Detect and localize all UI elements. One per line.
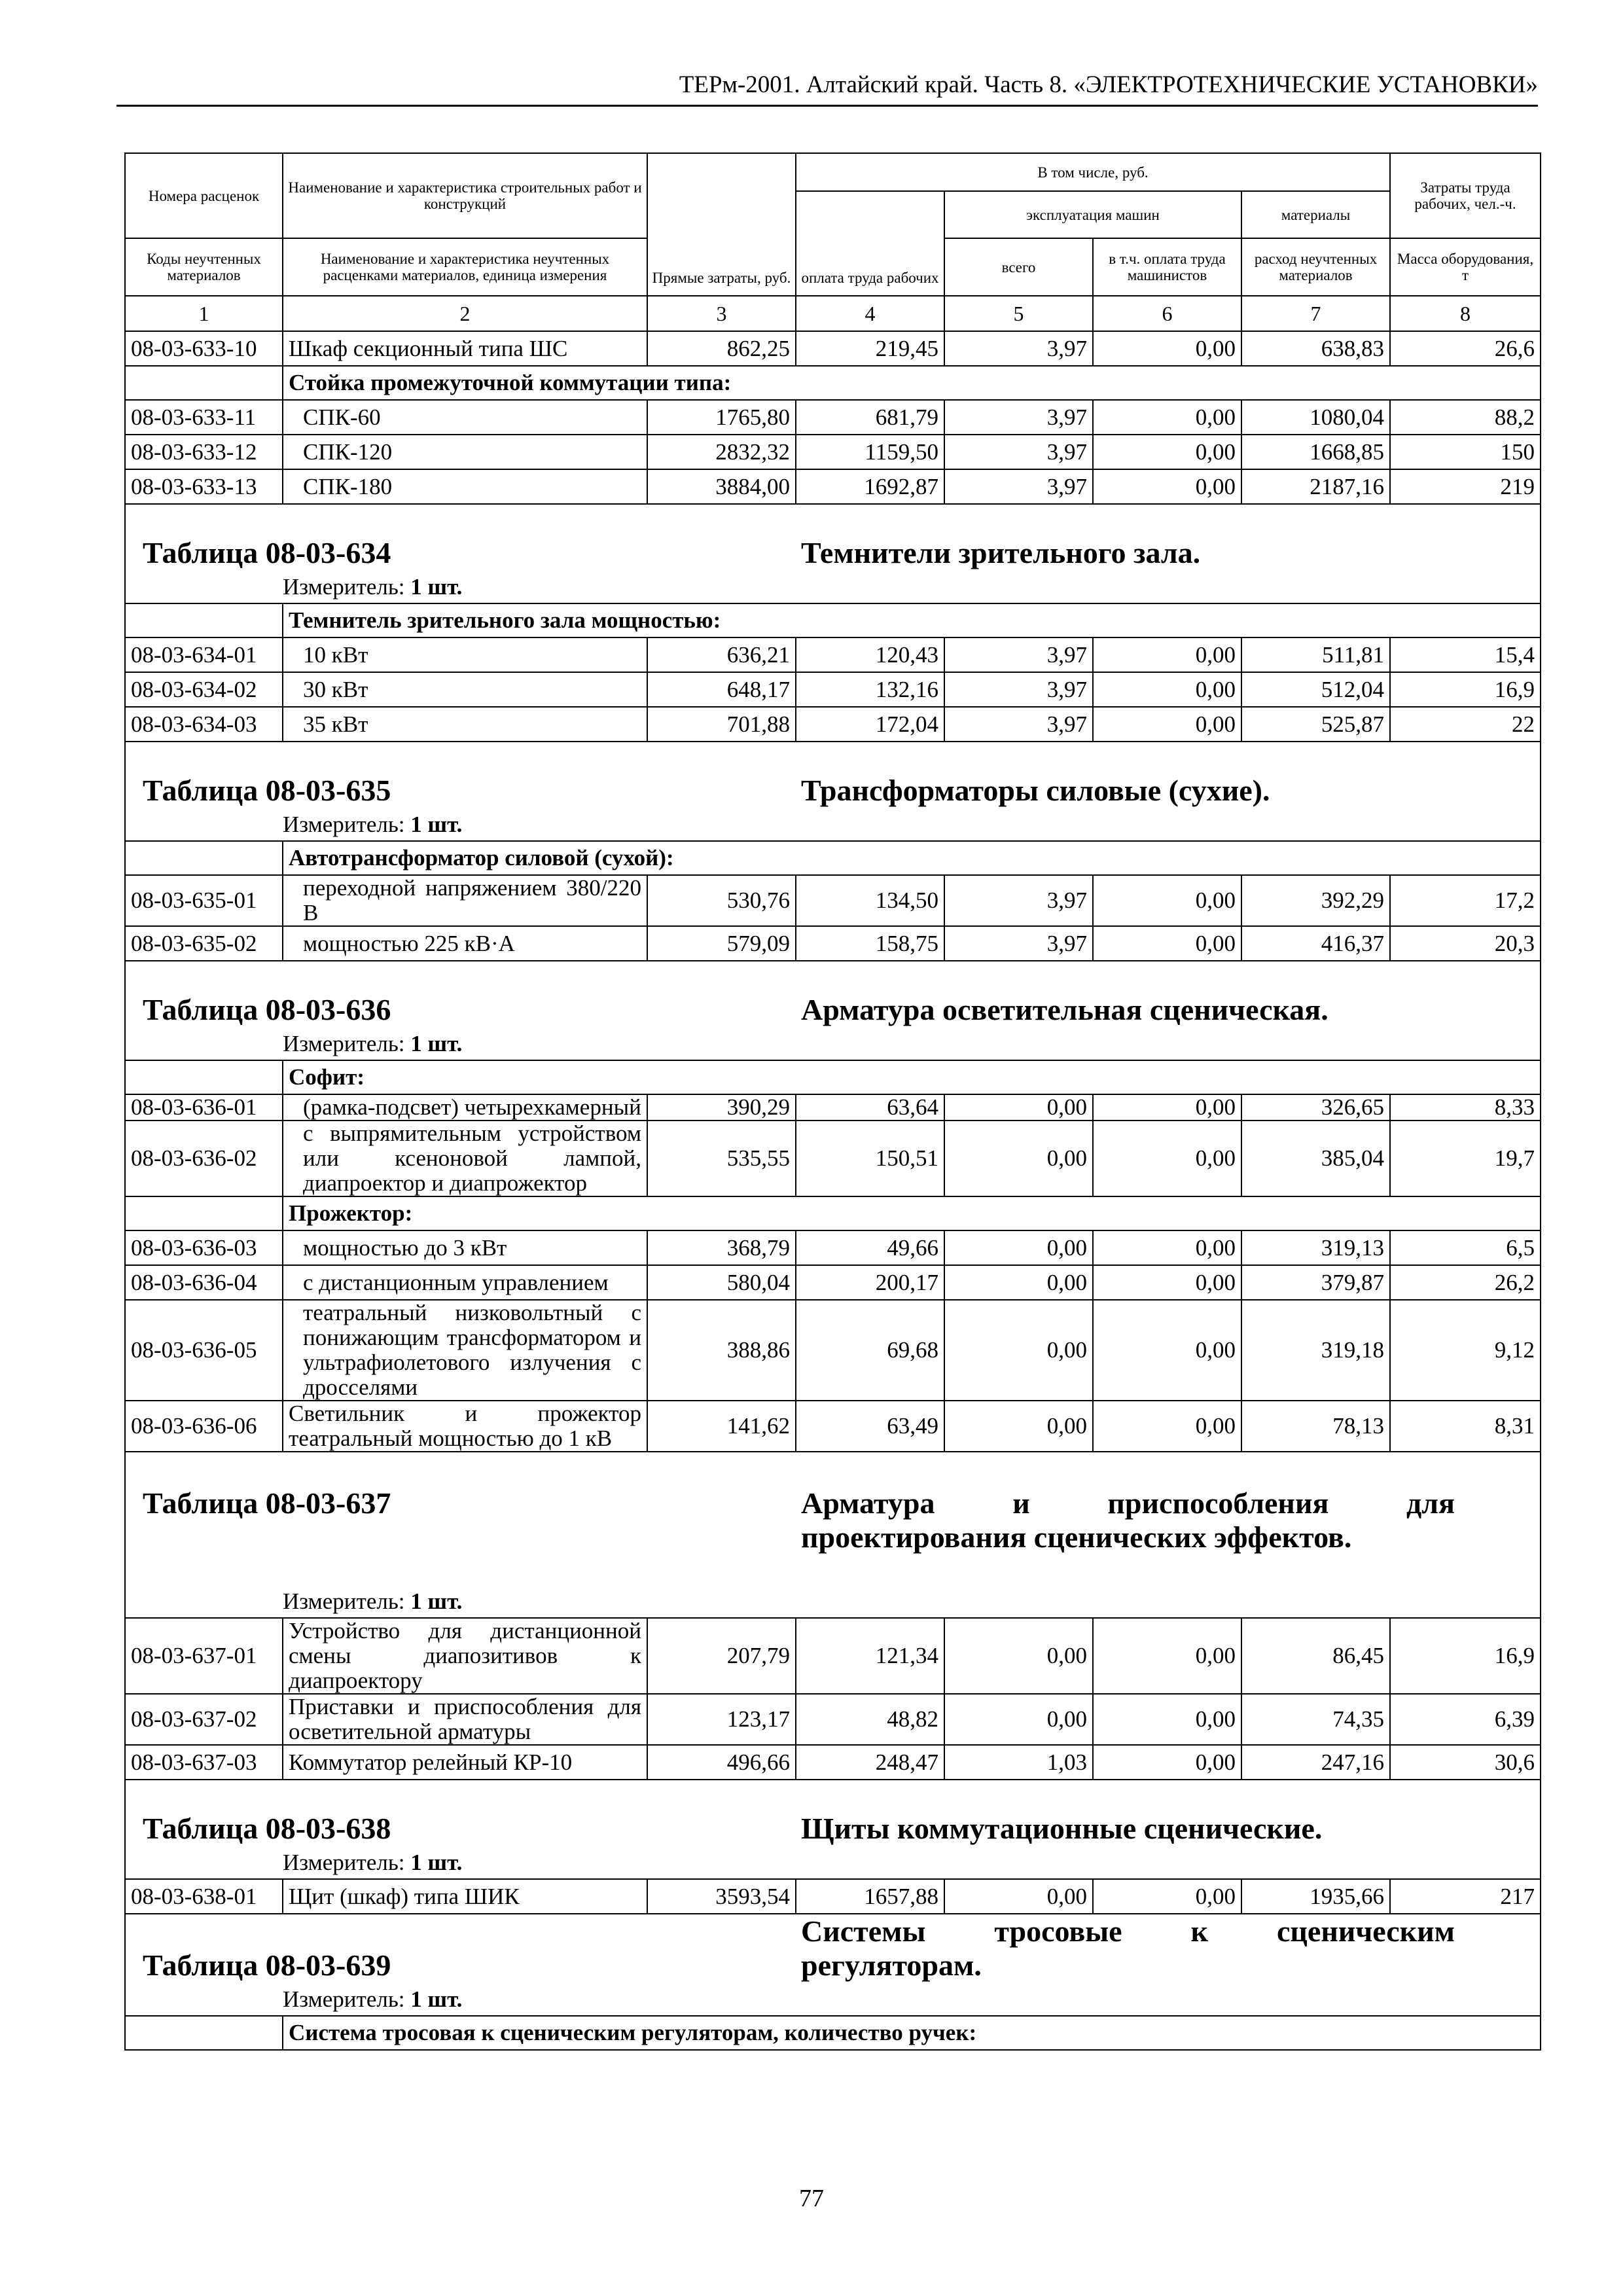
rate-code: 08-03-634-01: [125, 637, 283, 672]
rate-name: Коммутатор релейный КР-10: [283, 1745, 647, 1780]
measure-spacer: [125, 809, 283, 841]
table-row: [125, 1694, 1541, 1745]
table-number: Таблица 08-03-636: [125, 961, 796, 1028]
machinists-wages: 0,00: [1093, 1745, 1241, 1780]
rate-code: 08-03-634-02: [125, 672, 283, 707]
materials-cost: 319,13: [1241, 1230, 1390, 1265]
measure-label: Измеритель:: [283, 1850, 405, 1875]
direct-cost: 636,21: [647, 637, 796, 672]
direct-cost: 496,66: [647, 1745, 796, 1780]
labor-hours: 20,3: [1390, 926, 1541, 961]
machines-total: 0,00: [944, 1694, 1093, 1745]
materials-cost: 385,04: [1241, 1121, 1390, 1196]
machinists-wages: 0,00: [1093, 331, 1241, 366]
rate-code: 08-03-635-01: [125, 875, 283, 926]
labor-hours: 26,6: [1390, 331, 1541, 366]
measure-value: 1 шт.: [410, 574, 463, 600]
rate-code: 08-03-636-05: [125, 1300, 283, 1401]
direct-cost: 207,79: [647, 1618, 796, 1694]
rates-table: [124, 152, 1541, 2051]
machinists-wages: 0,00: [1093, 707, 1241, 742]
col-header-direct-costs: Прямые затраты, руб.: [647, 153, 796, 296]
running-header: ТЕРм-2001. Алтайский край. Часть 8. «ЭЛЕКТРОТЕХНИЧЕСКИЕ УСТАНОВКИ»: [116, 71, 1538, 107]
table-row: [125, 707, 1541, 742]
rate-code: 08-03-636-01: [125, 1094, 283, 1121]
measure-unit: [283, 1847, 1541, 1879]
col-header-names: [283, 153, 647, 238]
materials-cost: 379,87: [1241, 1265, 1390, 1300]
col-header-material-names: Наименование и характеристика неучтенных расценками материалов, единица измерения: [283, 238, 647, 296]
labor-wages: 63,49: [796, 1401, 944, 1452]
table-row: [125, 1230, 1541, 1265]
section-spacer: [125, 2016, 283, 2050]
col-num: 1: [125, 296, 283, 331]
direct-cost: 2832,32: [647, 435, 796, 469]
labor-wages: 158,75: [796, 926, 944, 961]
col-header-including: В том числе, руб.: [796, 153, 1390, 191]
measure-value: 1 шт.: [410, 1850, 463, 1875]
labor-hours: 219: [1390, 469, 1541, 504]
machines-total: 3,97: [944, 926, 1093, 961]
section-row: [125, 603, 1541, 637]
col-header-codes: [125, 153, 283, 238]
col-header-material-codes: Коды неучтенных материалов: [125, 238, 283, 296]
machines-total: 0,00: [944, 1230, 1093, 1265]
rate-code: 08-03-637-03: [125, 1745, 283, 1780]
table-row: [125, 331, 1541, 366]
machines-total: 0,00: [944, 1401, 1093, 1452]
labor-wages: 681,79: [796, 400, 944, 435]
section-title: Стойка промежуточной коммутации типа:: [283, 366, 1541, 400]
materials-cost: 511,81: [1241, 637, 1390, 672]
labor-hours: 22: [1390, 707, 1541, 742]
direct-cost: 388,86: [647, 1300, 796, 1401]
measure-row: [125, 809, 1541, 841]
table-row: [125, 1300, 1541, 1401]
column-numbers-row: [125, 296, 1541, 331]
materials-cost: 2187,16: [1241, 469, 1390, 504]
table-row: [125, 400, 1541, 435]
rate-name: переходной напряжением 380/220 В: [283, 875, 647, 926]
measure-unit: [283, 1028, 1541, 1060]
direct-cost: 1765,80: [647, 400, 796, 435]
section-spacer: [125, 603, 283, 637]
col-num: 6: [1093, 296, 1241, 331]
machines-total: 3,97: [944, 672, 1093, 707]
rate-name: 30 кВт: [283, 672, 647, 707]
measure-row: [125, 1586, 1541, 1618]
col-header-labor: [1390, 153, 1541, 238]
materials-cost: 74,35: [1241, 1694, 1390, 1745]
measure-value: 1 шт.: [410, 1986, 463, 2012]
measure-label: Измеритель:: [283, 1031, 405, 1056]
materials-cost: 1935,66: [1241, 1879, 1390, 1914]
rate-code: 08-03-637-02: [125, 1694, 283, 1745]
direct-cost: 390,29: [647, 1094, 796, 1121]
rate-code: 08-03-638-01: [125, 1879, 283, 1914]
section-spacer: [125, 1060, 283, 1094]
direct-cost: 862,25: [647, 331, 796, 366]
labor-wages: 121,34: [796, 1618, 944, 1694]
materials-cost: 416,37: [1241, 926, 1390, 961]
materials-cost: 1668,85: [1241, 435, 1390, 469]
table-row: [125, 1094, 1541, 1121]
col-header-labor-costs: Затраты труда рабочих, чел.-ч.: [1414, 179, 1516, 212]
materials-cost: 319,18: [1241, 1300, 1390, 1401]
rate-name: мощностью до 3 кВт: [283, 1230, 647, 1265]
rate-code: 08-03-636-04: [125, 1265, 283, 1300]
labor-wages: 248,47: [796, 1745, 944, 1780]
table-title-row: [125, 1914, 1541, 1984]
machinists-wages: 0,00: [1093, 926, 1241, 961]
labor-hours: 17,2: [1390, 875, 1541, 926]
rate-code: 08-03-636-06: [125, 1401, 283, 1452]
labor-hours: 8,33: [1390, 1094, 1541, 1121]
table-number: Таблица 08-03-635: [125, 742, 796, 809]
rates-table-wrapper: [124, 152, 1540, 2051]
machinists-wages: 0,00: [1093, 1230, 1241, 1265]
machinists-wages: 0,00: [1093, 672, 1241, 707]
measure-spacer: [125, 1028, 283, 1060]
labor-wages: 1159,50: [796, 435, 944, 469]
table-row: [125, 672, 1541, 707]
table-title-row: [125, 1780, 1541, 1847]
labor-hours: 6,39: [1390, 1694, 1541, 1745]
table-row: [125, 1401, 1541, 1452]
table-row: [125, 637, 1541, 672]
labor-hours: 15,4: [1390, 637, 1541, 672]
machinists-wages: 0,00: [1093, 400, 1241, 435]
direct-cost: 535,55: [647, 1121, 796, 1196]
rate-name: с дистанционным управлением: [283, 1265, 647, 1300]
table-row: [125, 1265, 1541, 1300]
direct-cost: 368,79: [647, 1230, 796, 1265]
labor-hours: 150: [1390, 435, 1541, 469]
machines-total: 3,97: [944, 331, 1093, 366]
rate-code: 08-03-636-03: [125, 1230, 283, 1265]
rate-name: Шкаф секционный типа ШС: [283, 331, 647, 366]
direct-cost: 580,04: [647, 1265, 796, 1300]
materials-cost: 525,87: [1241, 707, 1390, 742]
rate-name: СПК-180: [283, 469, 647, 504]
labor-hours: 9,12: [1390, 1300, 1541, 1401]
rate-name: СПК-60: [283, 400, 647, 435]
machinists-wages: 0,00: [1093, 435, 1241, 469]
col-num: 4: [796, 296, 944, 331]
labor-wages: 172,04: [796, 707, 944, 742]
table-title: Темнители зрительного зала.: [796, 504, 1541, 571]
machines-total: 3,97: [944, 400, 1093, 435]
measure-row: [125, 1028, 1541, 1060]
labor-wages: 120,43: [796, 637, 944, 672]
measure-spacer: [125, 1847, 283, 1879]
machinists-wages: 0,00: [1093, 1694, 1241, 1745]
labor-hours: 16,9: [1390, 1618, 1541, 1694]
table-title-row: [125, 961, 1541, 1028]
table-number: Таблица 08-03-638: [125, 1780, 796, 1847]
rate-name: СПК-120: [283, 435, 647, 469]
labor-hours: 16,9: [1390, 672, 1541, 707]
rate-name: театральный низковольтный с понижающим трансформатором и ультрафиолетового излучения с дросселями: [283, 1300, 647, 1401]
table-title: Щиты коммутационные сценические.: [796, 1780, 1541, 1847]
machines-total: 3,97: [944, 637, 1093, 672]
labor-wages: 150,51: [796, 1121, 944, 1196]
machinists-wages: 0,00: [1093, 1879, 1241, 1914]
direct-cost: 3593,54: [647, 1879, 796, 1914]
col-header-machines: эксплуатация машин: [944, 191, 1241, 238]
table-row: [125, 875, 1541, 926]
labor-hours: 30,6: [1390, 1745, 1541, 1780]
direct-cost: 579,09: [647, 926, 796, 961]
machines-total: 0,00: [944, 1300, 1093, 1401]
materials-cost: 247,16: [1241, 1745, 1390, 1780]
table-row: [125, 1618, 1541, 1694]
table-title-row: [125, 742, 1541, 809]
machines-total: 3,97: [944, 469, 1093, 504]
measure-label: Измеритель:: [283, 574, 405, 600]
table-row: [125, 1745, 1541, 1780]
col-header-rate-numbers: Номера расценок: [148, 187, 260, 204]
section-row: [125, 1196, 1541, 1230]
col-num: 5: [944, 296, 1093, 331]
table-row: [125, 1879, 1541, 1914]
col-num: 7: [1241, 296, 1390, 331]
section-spacer: [125, 1196, 283, 1230]
table-row: [125, 435, 1541, 469]
labor-hours: 26,2: [1390, 1265, 1541, 1300]
machines-total: 0,00: [944, 1879, 1093, 1914]
materials-cost: 512,04: [1241, 672, 1390, 707]
labor-wages: 1692,87: [796, 469, 944, 504]
col-header-materials: материалы: [1241, 191, 1390, 238]
labor-wages: 219,45: [796, 331, 944, 366]
rate-name: 35 кВт: [283, 707, 647, 742]
table-row: [125, 926, 1541, 961]
direct-cost: 123,17: [647, 1694, 796, 1745]
machinists-wages: 0,00: [1093, 1300, 1241, 1401]
table-number: Таблица 08-03-637: [125, 1452, 796, 1586]
table-title: Трансформаторы силовые (сухие).: [796, 742, 1541, 809]
col-header-material-consumption: расход неучтенных материалов: [1241, 238, 1390, 296]
measure-value: 1 шт.: [410, 812, 463, 837]
table-number: Таблица 08-03-634: [125, 504, 796, 571]
rate-code: 08-03-633-13: [125, 469, 283, 504]
labor-wages: 63,64: [796, 1094, 944, 1121]
measure-value: 1 шт.: [410, 1588, 463, 1614]
col-header-equipment-mass: Масса оборудования, т: [1390, 238, 1541, 296]
rate-name: с выпрямительным устройством или ксеноновой лампой, диапроектор и диапрожектор: [283, 1121, 647, 1196]
table-row: [125, 1121, 1541, 1196]
section-title: Автотрансформатор силовой (сухой):: [283, 841, 1541, 875]
rate-code: 08-03-633-10: [125, 331, 283, 366]
machinists-wages: 0,00: [1093, 637, 1241, 672]
direct-cost: 701,88: [647, 707, 796, 742]
labor-wages: 134,50: [796, 875, 944, 926]
machines-total: 0,00: [944, 1094, 1093, 1121]
section-row: [125, 2016, 1541, 2050]
measure-unit: [283, 809, 1541, 841]
table-title-row: [125, 1452, 1541, 1586]
table-title: Системы тросовые к сценическим регуляторам.: [796, 1914, 1541, 1984]
direct-cost: 141,62: [647, 1401, 796, 1452]
col-header-machines-total: всего: [944, 238, 1093, 296]
measure-unit: [283, 1586, 1541, 1618]
col-num: 3: [647, 296, 796, 331]
table-number: Таблица 08-03-639: [125, 1914, 796, 1984]
materials-cost: 638,83: [1241, 331, 1390, 366]
page-number: 77: [799, 2185, 824, 2212]
rate-code: 08-03-633-12: [125, 435, 283, 469]
machinists-wages: 0,00: [1093, 1401, 1241, 1452]
measure-unit: [283, 571, 1541, 603]
measure-value: 1 шт.: [410, 1031, 463, 1056]
labor-hours: 19,7: [1390, 1121, 1541, 1196]
table-title: Арматура и приспособления для проектирования сценических эффектов.: [796, 1452, 1541, 1586]
section-row: [125, 841, 1541, 875]
labor-wages: 49,66: [796, 1230, 944, 1265]
machines-total: 3,97: [944, 435, 1093, 469]
materials-cost: 326,65: [1241, 1094, 1390, 1121]
materials-cost: 1080,04: [1241, 400, 1390, 435]
machines-total: 0,00: [944, 1121, 1093, 1196]
section-title: Темнитель зрительного зала мощностью:: [283, 603, 1541, 637]
machines-total: 0,00: [944, 1618, 1093, 1694]
measure-label: Измеритель:: [283, 1986, 405, 2012]
machinists-wages: 0,00: [1093, 1265, 1241, 1300]
rate-name: Светильник и прожектор театральный мощностью до 1 кВ: [283, 1401, 647, 1452]
labor-hours: 6,5: [1390, 1230, 1541, 1265]
rate-name: мощностью 225 кВ·А: [283, 926, 647, 961]
section-row: [125, 366, 1541, 400]
rate-name: 10 кВт: [283, 637, 647, 672]
rate-code: 08-03-633-11: [125, 400, 283, 435]
labor-wages: 1657,88: [796, 1879, 944, 1914]
col-header-work-names: Наименование и характеристика строительных работ и конструкций: [288, 179, 642, 212]
machines-total: 1,03: [944, 1745, 1093, 1780]
labor-wages: 48,82: [796, 1694, 944, 1745]
measure-unit: [283, 1984, 1541, 2016]
measure-spacer: [125, 1586, 283, 1618]
measure-spacer: [125, 571, 283, 603]
rate-name: Щит (шкаф) типа ШИК: [283, 1879, 647, 1914]
measure-label: Измеритель:: [283, 1588, 405, 1614]
labor-hours: 217: [1390, 1879, 1541, 1914]
rate-code: 08-03-637-01: [125, 1618, 283, 1694]
col-header-wages: оплата труда рабочих: [796, 191, 944, 296]
rate-code: 08-03-636-02: [125, 1121, 283, 1196]
machinists-wages: 0,00: [1093, 1121, 1241, 1196]
rate-code: 08-03-634-03: [125, 707, 283, 742]
table-title: Арматура осветительная сценическая.: [796, 961, 1541, 1028]
rate-name: (рамка-подсвет) четырехкамерный: [283, 1094, 647, 1121]
direct-cost: 3884,00: [647, 469, 796, 504]
measure-row: [125, 1984, 1541, 2016]
measure-row: [125, 1847, 1541, 1879]
labor-hours: 8,31: [1390, 1401, 1541, 1452]
section-row: [125, 1060, 1541, 1094]
col-header-machinists-wages: в т.ч. оплата труда машинистов: [1093, 238, 1241, 296]
rate-code: 08-03-635-02: [125, 926, 283, 961]
measure-row: [125, 571, 1541, 603]
materials-cost: 78,13: [1241, 1401, 1390, 1452]
section-spacer: [125, 366, 283, 400]
section-title: Софит:: [283, 1060, 1541, 1094]
table-row: [125, 469, 1541, 504]
measure-label: Измеритель:: [283, 812, 405, 837]
col-num: 2: [283, 296, 647, 331]
rate-name: Устройство для дистанционной смены диапозитивов к диапроектору: [283, 1618, 647, 1694]
machines-total: 0,00: [944, 1265, 1093, 1300]
direct-cost: 648,17: [647, 672, 796, 707]
direct-cost: 530,76: [647, 875, 796, 926]
machines-total: 3,97: [944, 707, 1093, 742]
measure-spacer: [125, 1984, 283, 2016]
section-title: Система тросовая к сценическим регуляторам, количество ручек:: [283, 2016, 1541, 2050]
section-spacer: [125, 841, 283, 875]
machines-total: 3,97: [944, 875, 1093, 926]
machinists-wages: 0,00: [1093, 469, 1241, 504]
machinists-wages: 0,00: [1093, 1094, 1241, 1121]
labor-wages: 132,16: [796, 672, 944, 707]
machinists-wages: 0,00: [1093, 1618, 1241, 1694]
materials-cost: 86,45: [1241, 1618, 1390, 1694]
section-title: Прожектор:: [283, 1196, 1541, 1230]
labor-wages: 200,17: [796, 1265, 944, 1300]
table-title-row: [125, 504, 1541, 571]
labor-hours: 88,2: [1390, 400, 1541, 435]
col-num: 8: [1390, 296, 1541, 331]
rate-name: Приставки и приспособления для осветительной арматуры: [283, 1694, 647, 1745]
machinists-wages: 0,00: [1093, 875, 1241, 926]
labor-wages: 69,68: [796, 1300, 944, 1401]
materials-cost: 392,29: [1241, 875, 1390, 926]
